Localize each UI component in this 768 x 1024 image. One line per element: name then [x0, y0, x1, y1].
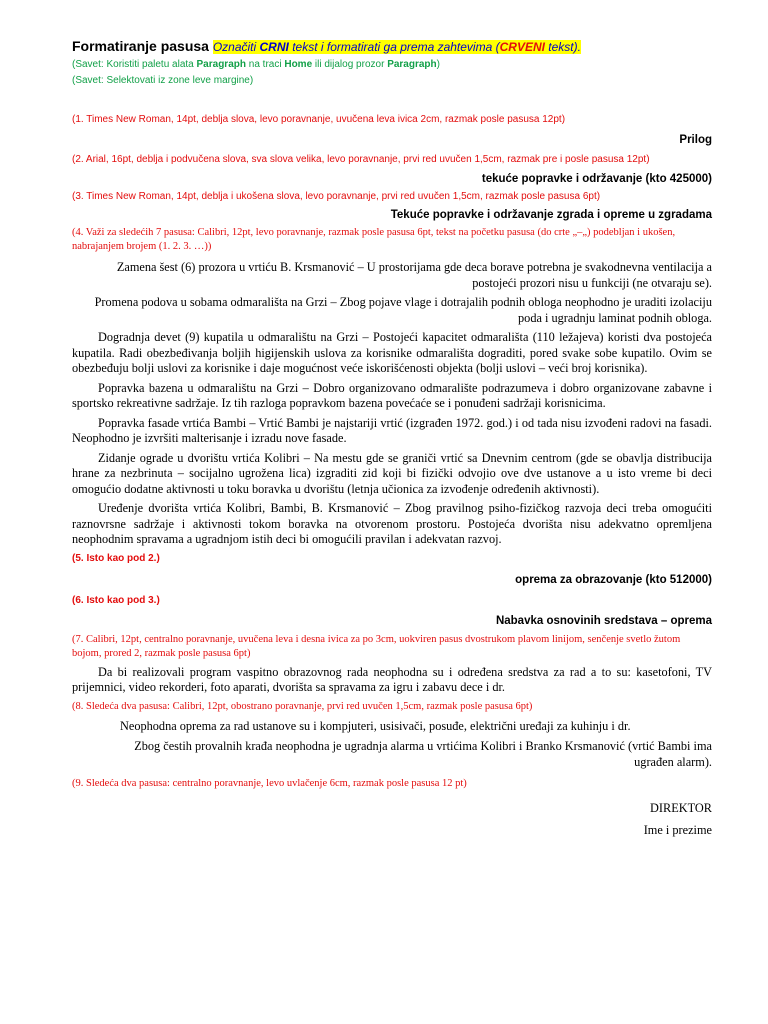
paragraph-sredstva: Da bi realizovali program vaspitno obrazovnog rada neophodna su i određena sredstva za rad a to su: kasetofoni, TV prijemnici, video rekorderi, foto aparati, dvorišta sa spravama za igru i zabavu dece i dr. [72, 664, 712, 694]
instruction-5: (5. Isto kao pod 2.) [72, 552, 160, 564]
title-main: Formatiranje pasusa [72, 38, 209, 54]
instruction-4: (4. Važi za sledećih 7 pasusa: Calibri, 12pt, levo poravnanje, razmak posle pasusa 6pt, tekst na početku pasusa (do crte „–„) podebljan i ukošen, nabrajanjem brojem (1. 2. 3. …)) [72, 227, 676, 252]
document-page [72, 36, 712, 841]
paragraph-ograda: Zidanje ograde u dvorištu vrtića Kolibri – Na mestu gde se graniči vrtić sa Dnevnim centrom (gde se obavlja distribucija hrane za nezbrinuta – socijalno ugrožena lica) izgraditi zid koji bi fizički odvojio ove dve ustanove a u isto vreme bi deci omogućio dodatne aktivnosti u toku boravka u dvorištu (letnja učionica za izvođenje određenih aktivnosti). [72, 450, 712, 496]
heading-prilog: Prilog [679, 134, 712, 146]
paragraph-alarm: Zbog čestih provalnih krađa neophodna je ugradnja alarma u vrtićima Kolibri i Branko Krsmanović (vrtić Bambi ima ugrađen alarm). [134, 739, 712, 769]
instruction-1: (1. Times New Roman, 14pt, deblja slova, levo poravnanje, uvučena leva ivica 2cm, razmak posle pasusa 12pt) [72, 114, 566, 125]
paragraph-fasada: Popravka fasade vrtića Bambi – Vrtić Bambi je najstariji vrtić (izgrađen 1972. god.) i od tada nisu izvođeni radovi na fasadi. Neophodno je izvršiti malterisanje i izradu nove fasade. [72, 415, 712, 445]
heading-oprema: oprema za obrazovanje (kto 512000) [515, 573, 712, 586]
paragraph-kompjuteri: Neophodna oprema za rad ustanove su i kompjuteri, usisivači, posuđe, električni uređaji za kuhinju i dr. [120, 718, 631, 733]
signature-name: Ime i prezime [643, 823, 712, 837]
paragraph-kupatila: Dogradnja devet (9) kupatila u odmaralištu na Grzi – Postojeći kapacitet odmarališta (110 ležajeva) koristi dva postojeća kupatila. Radi obezbeđivanja boljih higijenskih uslova za korisnike odmarališta dograditi, pored svake sobe kupatilo. Ovim se obezbeđuju bolji uslovi za korisnike i daje mogućnost veće iskorišćenosti objekta (bolji uslovi – veći broj korisnika). [72, 330, 712, 375]
title-highlight: Označiti CRNI tekst i formatirati ga prema zahtevima (CRVENI tekst). [212, 40, 581, 54]
instruction-7: (7. Calibri, 12pt, centralno poravnanje, uvučena leva i desna ivica za po 3cm, uokviren pasus dvostrukom plavom linijom, senčenje svetlo žutom bojom, prored 2, razmak posle pasusa 6pt) [72, 633, 681, 659]
heading-tekuce-popravke: tekuće popravke i održavanje (kto 425000) [481, 173, 712, 185]
paragraph-podovi: Promena podova u sobama odmarališta na Grzi – Zbog pojave vlage i dotrajalih podnih obloga neophodno je uraditi izolaciju poda i ugradnju laminat podnih obloga. [94, 295, 712, 325]
hint-paragraph-palette: (Savet: Koristiti paletu alata Paragraph na traci Home ili dijalog prozor Paragraph) [72, 59, 440, 70]
heading-tekuce-zgrada: Tekuće popravke i održavanje zgrada i opreme u zgradama [390, 209, 712, 221]
instruction-2: (2. Arial, 16pt, deblja i podvučena slova, sva slova velika, levo poravnanje, prvi red uvučen 1,5cm, razmak pre i posle pasusa 12pt) [72, 154, 650, 165]
document-title [72, 36, 712, 57]
paragraph-dvoriste: Uređenje dvorišta vrtića Kolibri, Bambi, B. Krsmanović – Zbog pravilnog psiho-fizičkog razvoja deci treba omogućiti raznovrsne sadržaje i aktivnosti tokom boravka na otvorenom prostoru. Postojeća dvorišta nisu adekvatno opremljena neophodnim spravama a ugradnjom istih deci bi omogućili pravilan i adekvatan razvoj. [72, 501, 712, 546]
paragraph-bazen: Popravka bazena u odmaralištu na Grzi – Dobro organizovano odmaralište podrazumeva i dobro organizovane zabavne i sportsko rekreativne sadržaje. Iz tih razloga popravkom bazena povećaće se i ponuđeni sadržaji korisnicima. [72, 380, 712, 410]
heading-nabavka: Nabavka osnovinih sredstava – oprema [495, 614, 712, 627]
paragraph-prozori: Zamena šest (6) prozora u vrtiću B. Krsmanović – U prostorijama gde deca borave potrebna je svakodnevna ventilacija a postojeći prozori nisu u funkciji (ne otvaraju se). [116, 260, 712, 290]
instruction-9: (9. Sledeća dva pasusa: centralno poravnanje, levo uvlačenje 6cm, razmak posle pasusa 12 pt) [72, 778, 467, 789]
hint-select-margin: (Savet: Selektovati iz zone leve margine) [72, 75, 254, 86]
instruction-3: (3. Times New Roman, 14pt, deblja i ukošena slova, levo poravnanje, prvi red uvučen 1,5cm, razmak posle pasusa 6pt) [72, 191, 601, 202]
instruction-6: (6. Isto kao pod 3.) [72, 594, 160, 606]
signature-role: DIREKTOR [650, 801, 712, 815]
instruction-8: (8. Sledeća dva pasusa: Calibri, 12pt, obostrano poravnanje, prvi red uvučen 1,5cm, razmak posle pasusa 6pt) [72, 700, 533, 712]
